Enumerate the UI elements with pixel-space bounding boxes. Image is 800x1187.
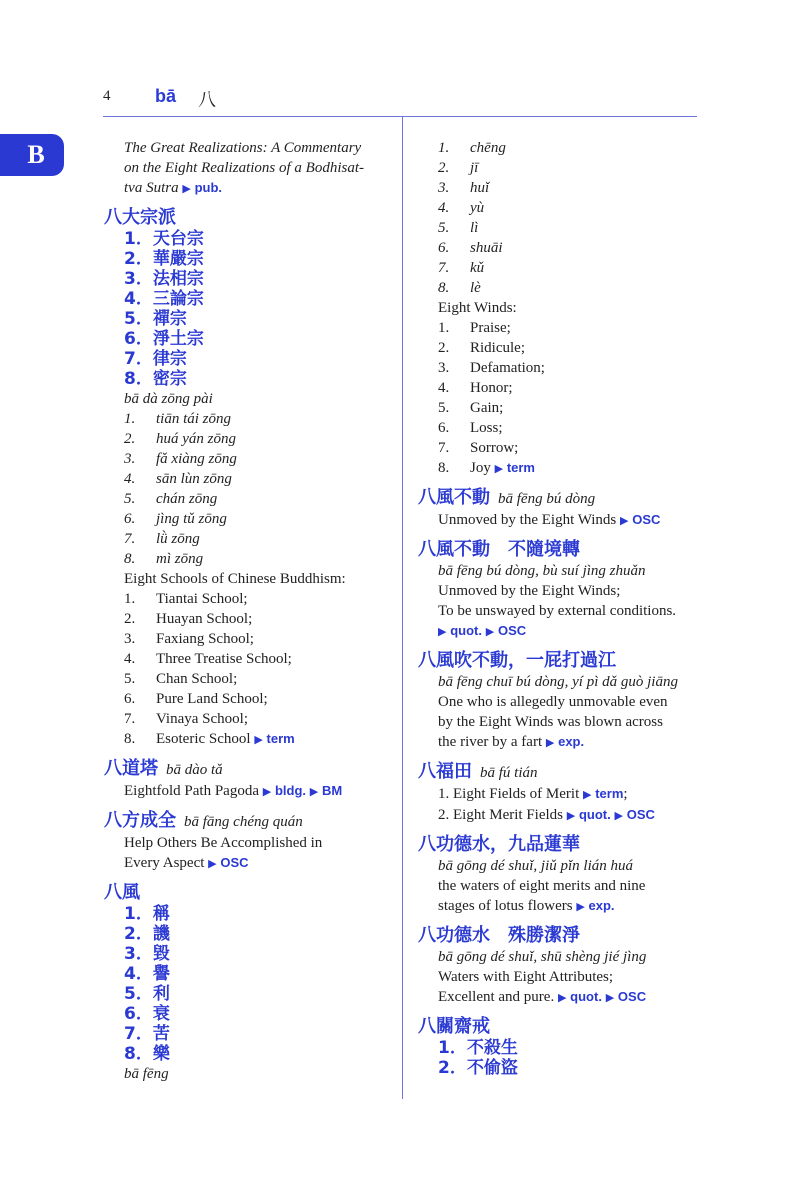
entry-translation-head: Eight Winds: bbox=[438, 300, 517, 316]
entry-pinyin: bā gōng dé shuǐ, jiǔ pǐn lián huá bbox=[438, 858, 633, 874]
pinyin-item: 8. lè bbox=[438, 280, 481, 296]
tag-bldg[interactable]: bldg. bbox=[274, 783, 307, 798]
entry-head: 八風不動 不隨境轉 bbox=[418, 539, 580, 560]
column-divider bbox=[402, 117, 403, 1099]
tag-term[interactable]: term bbox=[595, 786, 624, 801]
entry-translation: Unmoved by the Eight Winds; bbox=[438, 583, 621, 599]
entry-head: 八道塔 bā dào tǎ bbox=[104, 758, 223, 779]
entry-translation-head: Eight Schools of Chinese Buddhism: bbox=[124, 571, 346, 587]
entry-translation: 1. Eight Fields of Merit ▶ term; bbox=[438, 786, 628, 802]
tag-quot[interactable]: quot. bbox=[570, 989, 602, 1004]
entry-char-item: 2．譏 bbox=[124, 924, 170, 944]
translation-item: 3. Faxiang School; bbox=[124, 631, 254, 647]
entry-char-item: 1．稱 bbox=[124, 904, 170, 924]
entry-head: 八福田 bā fú tián bbox=[418, 761, 538, 782]
translation-item: 3. Defamation; bbox=[438, 360, 545, 376]
entry-head: 八方成全 bā fāng chéng quán bbox=[104, 810, 303, 831]
letter-tab bbox=[0, 134, 64, 176]
entry-pinyin: bā fú tián bbox=[480, 765, 538, 781]
tag-osc[interactable]: OSC bbox=[626, 807, 655, 822]
intro-line: on the Eight Realizations of a Bodhisat- bbox=[124, 160, 364, 176]
pinyin-item: 7. lǜ zōng bbox=[124, 531, 200, 547]
tag-pub[interactable]: pub. bbox=[194, 180, 222, 195]
arrow-icon: ▶ bbox=[254, 734, 263, 746]
entry-translation: Eightfold Path Pagoda ▶ bldg. ▶ BM bbox=[124, 783, 343, 799]
arrow-icon: ▶ bbox=[494, 463, 504, 475]
translation-item: 2. Huayan School; bbox=[124, 611, 253, 627]
entry-pinyin: bā fēng bú dòng bbox=[498, 491, 596, 507]
entry-translation: Help Others Be Accomplished in bbox=[124, 835, 323, 851]
entry-head: 八關齋戒 bbox=[418, 1016, 490, 1037]
pinyin-item: 3. huǐ bbox=[438, 180, 490, 196]
pinyin-item: 5. chán zōng bbox=[124, 491, 218, 507]
entry-translation: by the Eight Winds was blown across bbox=[438, 714, 663, 730]
header-rule bbox=[103, 116, 697, 117]
right-column bbox=[418, 138, 708, 1078]
pinyin-item: 2. jī bbox=[438, 160, 479, 176]
entry-translation: To be unswayed by external conditions. bbox=[438, 603, 677, 619]
entry-char-item: 5．禪宗 bbox=[124, 309, 187, 329]
arrow-icon: ▶ bbox=[182, 183, 191, 195]
running-headword: bā bbox=[155, 86, 177, 106]
arrow-icon: ▶ bbox=[438, 626, 447, 638]
entry-pinyin: bā dào tǎ bbox=[166, 762, 223, 778]
entry-translation: Excellent and pure. ▶ quot. ▶ OSC bbox=[438, 989, 647, 1005]
tag-osc[interactable]: OSC bbox=[617, 989, 647, 1004]
entry-char-item: 1．不殺生 bbox=[438, 1038, 518, 1058]
entry-char-item: 7．苦 bbox=[124, 1024, 170, 1044]
entry-head: 八功德水，九品蓮華 bbox=[418, 834, 580, 855]
tag-exp[interactable]: exp. bbox=[558, 734, 585, 749]
entry-char-item: 6．淨土宗 bbox=[124, 329, 204, 349]
pinyin-item: 1. chēng bbox=[438, 140, 506, 156]
pinyin-item: 6. jìng tǔ zōng bbox=[124, 511, 227, 527]
letter-tab-label: B bbox=[27, 140, 45, 169]
translation-item: 2. Ridicule; bbox=[438, 340, 525, 356]
arrow-icon: ▶ bbox=[557, 992, 567, 1004]
arrow-icon: ▶ bbox=[566, 810, 576, 822]
entry-head: 八功德水 殊勝潔淨 bbox=[418, 925, 580, 946]
pinyin-item: 4. yù bbox=[438, 200, 485, 216]
entry-char-item: 1．天台宗 bbox=[124, 229, 204, 249]
entry-translation: Every Aspect ▶ OSC bbox=[124, 855, 249, 871]
translation-item: 4. Three Treatise School; bbox=[124, 651, 292, 667]
arrow-icon: ▶ bbox=[583, 789, 592, 801]
pinyin-item: 1. tiān tái zōng bbox=[124, 411, 232, 427]
arrow-icon: ▶ bbox=[485, 626, 495, 638]
entry-translation: Unmoved by the Eight Winds ▶ OSC bbox=[438, 512, 661, 528]
entry-head: 八風不動 bā fēng bú dòng bbox=[418, 487, 596, 508]
entry-pinyin: bā dà zōng pài bbox=[124, 391, 213, 407]
translation-item: 1. Tiantai School; bbox=[124, 591, 248, 607]
pinyin-item: 6. shuāi bbox=[438, 240, 503, 256]
pinyin-item: 5. lì bbox=[438, 220, 479, 236]
translation-item: 6. Pure Land School; bbox=[124, 691, 268, 707]
entry-head: 八風 bbox=[104, 882, 140, 903]
translation-item: 5. Gain; bbox=[438, 400, 504, 416]
entry-pinyin: bā fēng bbox=[124, 1066, 169, 1082]
arrow-icon: ▶ bbox=[208, 858, 217, 870]
pinyin-item: 2. huá yán zōng bbox=[124, 431, 236, 447]
tag-bm[interactable]: BM bbox=[321, 783, 343, 798]
entry-char-item: 2．不偷盜 bbox=[438, 1058, 518, 1078]
translation-item: 1. Praise; bbox=[438, 320, 511, 336]
entry-char-item: 5．利 bbox=[124, 984, 170, 1004]
entry-char-item: 8．密宗 bbox=[124, 369, 187, 389]
tag-osc[interactable]: OSC bbox=[632, 512, 661, 527]
entry-pinyin: bā fāng chéng quán bbox=[184, 814, 303, 830]
entry-translation: 2. Eight Merit Fields ▶ quot. ▶ OSC bbox=[438, 807, 655, 823]
entry-tags bbox=[418, 621, 708, 642]
entry-char-item: 3．法相宗 bbox=[124, 269, 204, 289]
tag-osc[interactable]: OSC bbox=[220, 855, 249, 870]
translation-item: 4. Honor; bbox=[438, 380, 513, 396]
entry-char-item: 4．三論宗 bbox=[124, 289, 204, 309]
arrow-icon: ▶ bbox=[605, 992, 615, 1004]
pinyin-item: 3. fǎ xiàng zōng bbox=[124, 451, 237, 467]
entry-char-item: 2．華嚴宗 bbox=[124, 249, 204, 269]
pinyin-item: 7. kǔ bbox=[438, 260, 485, 276]
entry-pinyin: bā fēng chuī bú dòng, yí pì dǎ guò jiāng bbox=[438, 674, 678, 690]
tag-quot[interactable]: quot. bbox=[578, 807, 611, 822]
entry-pinyin: bā fēng bú dòng, bù suí jìng zhuǎn bbox=[438, 563, 646, 579]
entry-pinyin: bā gōng dé shuǐ, shū shèng jié jìng bbox=[438, 949, 647, 965]
entry-head: 八風吹不動，一屁打過江 bbox=[418, 650, 616, 671]
entry-translation: Waters with Eight Attributes; bbox=[438, 969, 614, 985]
entry-translation: the river by a fart ▶ exp. bbox=[438, 734, 585, 750]
running-headchar: 八 bbox=[198, 90, 216, 111]
tag-exp[interactable]: exp. bbox=[588, 898, 615, 913]
translation-item: 7. Sorrow; bbox=[438, 440, 519, 456]
entry-char-item: 3．毀 bbox=[124, 944, 170, 964]
intro-line: tva Sutra ▶ pub. bbox=[124, 180, 222, 196]
left-column bbox=[104, 138, 394, 1084]
arrow-icon: ▶ bbox=[545, 737, 555, 749]
intro-line: The Great Realizations: A Commentary bbox=[124, 140, 362, 156]
arrow-icon: ▶ bbox=[576, 901, 585, 913]
translation-item: 6. Loss; bbox=[438, 420, 503, 436]
entry-head: 八大宗派 bbox=[104, 207, 176, 228]
translation-item: 7. Vinaya School; bbox=[124, 711, 248, 727]
arrow-icon: ▶ bbox=[309, 786, 319, 798]
entry-char-item: 8．樂 bbox=[124, 1044, 170, 1064]
entry-translation: the waters of eight merits and nine bbox=[438, 878, 646, 894]
tag-term[interactable]: term bbox=[266, 731, 295, 746]
entry-translation: stages of lotus flowers ▶ exp. bbox=[438, 898, 615, 914]
tag-osc[interactable]: OSC bbox=[497, 623, 527, 638]
entry-char-item: 7．律宗 bbox=[124, 349, 187, 369]
arrow-icon: ▶ bbox=[614, 810, 623, 822]
translation-item: 8. Esoteric School ▶ term bbox=[124, 731, 295, 747]
pinyin-item: 8. mì zōng bbox=[124, 551, 204, 567]
translation-item: 8. Joy ▶ term bbox=[438, 460, 535, 476]
translation-item: 5. Chan School; bbox=[124, 671, 238, 687]
entry-translation: One who is allegedly unmovable even bbox=[438, 694, 668, 710]
entry-char-item: 6．衰 bbox=[124, 1004, 170, 1024]
arrow-icon: ▶ bbox=[620, 515, 629, 527]
page-number: 4 bbox=[103, 88, 111, 104]
arrow-icon: ▶ bbox=[262, 786, 272, 798]
tag-term[interactable]: term bbox=[506, 460, 535, 475]
pinyin-item: 4. sān lùn zōng bbox=[124, 471, 232, 487]
tag-quot[interactable]: quot. bbox=[450, 623, 482, 638]
entry-char-item: 4．譽 bbox=[124, 964, 170, 984]
